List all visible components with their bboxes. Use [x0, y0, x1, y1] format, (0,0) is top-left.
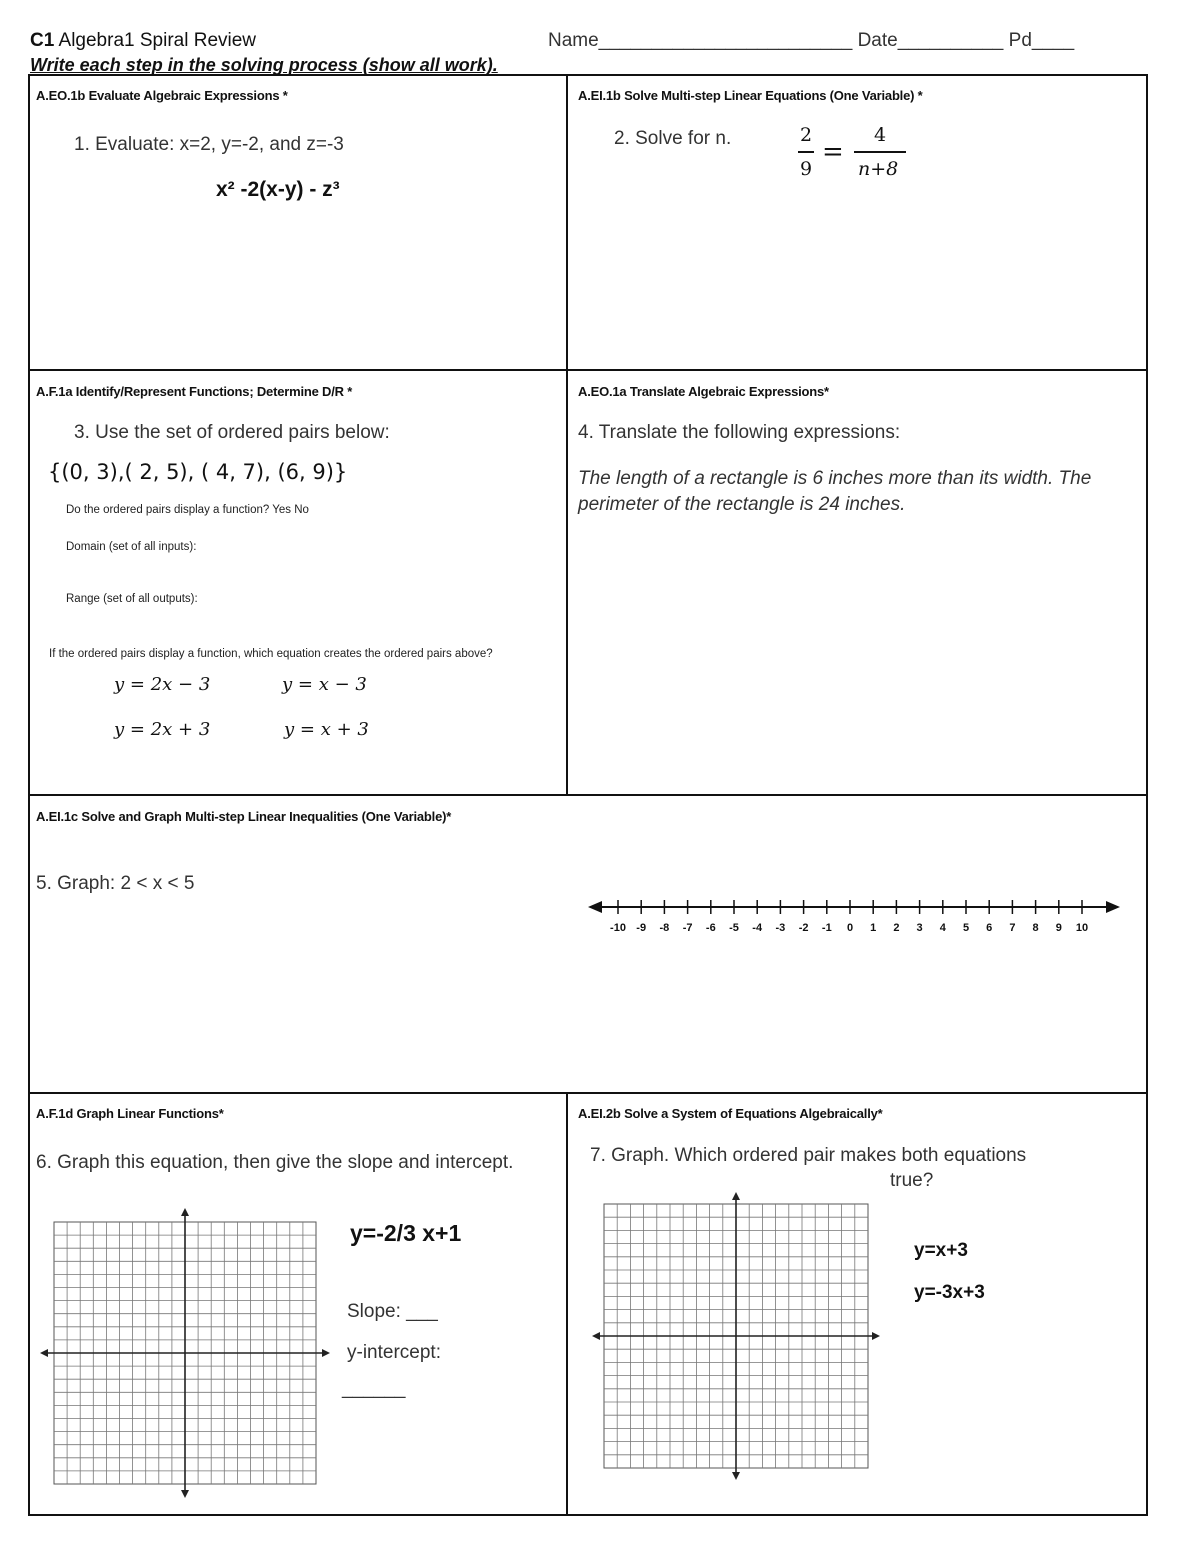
x-axis-left-arrow-icon	[40, 1349, 48, 1357]
q3-equation-question: If the ordered pairs display a function, which equation creates the ordered pairs above?	[49, 648, 493, 660]
x-axis-right-arrow-icon	[322, 1349, 330, 1357]
q6-intercept-blank: ______	[342, 1378, 406, 1399]
tick-label: 5	[962, 922, 970, 934]
q6-prompt: 6. Graph this equation, then give the slope and intercept.	[36, 1152, 514, 1173]
q4-standard: A.EO.1a Translate Algebraic Expressions*	[578, 384, 829, 399]
right-arrow-icon	[1106, 901, 1120, 913]
worksheet-title	[30, 30, 256, 52]
q1-expression: x² -2(x-y) - z³	[216, 178, 340, 201]
q1-standard: A.EO.1b Evaluate Algebraic Expressions *	[36, 88, 288, 103]
divider-h2	[28, 794, 1148, 796]
tick-label: 7	[1009, 922, 1016, 934]
q6-equation: y=-2/3 x+1	[350, 1220, 462, 1246]
q6-standard: A.F.1d Graph Linear Functions*	[36, 1106, 224, 1121]
tick-label: -10	[610, 922, 626, 934]
left-arrow-icon	[588, 901, 602, 913]
q4-text-line1: The length of a rectangle is 6 inches more than its width. The	[578, 468, 1092, 489]
q4-text-line2: perimeter of the rectangle is 24 inches.	[578, 494, 906, 515]
q7-prompt-line2: true?	[890, 1170, 934, 1191]
y-axis-up-arrow-icon	[181, 1208, 189, 1216]
q2-standard: A.EI.1b Solve Multi-step Linear Equations (One Variable) *	[578, 88, 923, 103]
x-axis-right-arrow-icon	[872, 1332, 880, 1340]
divider-row4	[566, 1092, 568, 1516]
course-title: Algebra1 Spiral Review	[54, 30, 257, 51]
q3-option-b: y = x − 3	[282, 674, 367, 695]
tick-label: 2	[893, 922, 900, 934]
q2-left-fraction-bar	[798, 151, 814, 153]
tick-label: 1	[870, 922, 877, 934]
tick-label: -7	[682, 922, 693, 934]
tick-label: 9	[1055, 922, 1062, 934]
q7-coordinate-grid	[592, 1192, 882, 1482]
y-axis-up-arrow-icon	[732, 1192, 740, 1200]
q6-coordinate-grid	[40, 1208, 332, 1498]
q4-prompt: 4. Translate the following expressions:	[578, 422, 901, 443]
q3-function-question: Do the ordered pairs display a function? Yes No	[66, 504, 309, 516]
q6-slope-label: Slope: ___	[347, 1301, 438, 1322]
q2-right-fraction-bar	[854, 151, 906, 153]
q7-equation-2: y=-3x+3	[914, 1282, 985, 1303]
tick-label: -5	[729, 922, 739, 934]
tick-label: -6	[705, 922, 716, 934]
tick-label: -9	[636, 922, 647, 934]
q5-number-line	[586, 893, 1126, 943]
q7-standard: A.EI.2b Solve a System of Equations Algebraically*	[578, 1106, 883, 1121]
tick-label: 4	[939, 922, 946, 934]
q3-prompt: 3. Use the set of ordered pairs below:	[74, 422, 390, 443]
name-date-period-line: Name________________________ Date__________ Pd____	[548, 30, 1075, 51]
q2-left-denominator: 9	[800, 158, 813, 180]
q3-standard: A.F.1a Identify/Represent Functions; Determine D/R *	[36, 384, 353, 399]
q3-option-c: y = 2x + 3	[114, 719, 211, 740]
tick-label: 8	[1032, 922, 1039, 934]
tick-label: -8	[659, 922, 670, 934]
q2-right-denominator: n+8	[858, 158, 899, 180]
tick-label: 6	[986, 922, 993, 934]
divider-row1	[566, 74, 568, 796]
q3-option-d: y = x + 3	[284, 719, 369, 740]
tick-label: -2	[798, 922, 809, 934]
instructions: Write each step in the solving process (show all work).	[30, 55, 498, 75]
divider-h1	[28, 369, 1148, 371]
q7-prompt-line1: 7. Graph. Which ordered pair makes both equations	[590, 1145, 1027, 1166]
divider-h3	[28, 1092, 1148, 1094]
q7-equation-1: y=x+3	[914, 1240, 968, 1261]
q5-standard: A.EI.1c Solve and Graph Multi-step Linear Inequalities (One Variable)*	[36, 809, 452, 824]
q2-left-numerator: 2	[800, 124, 813, 146]
tick-label: 0	[846, 922, 854, 934]
q2-right-numerator: 4	[874, 124, 887, 146]
y-axis-down-arrow-icon	[181, 1490, 189, 1498]
tick-label: -3	[775, 922, 786, 934]
course-code: C1	[30, 30, 55, 51]
tick-label: -1	[821, 922, 832, 934]
q3-range-label: Range (set of all outputs):	[66, 593, 198, 605]
q6-intercept-label: y-intercept:	[347, 1342, 441, 1363]
tick-label: -4	[752, 922, 763, 934]
q2-equals: =	[822, 137, 844, 167]
x-axis-left-arrow-icon	[592, 1332, 600, 1340]
q1-prompt: 1. Evaluate: x=2, y=-2, and z=-3	[74, 134, 344, 155]
tick-label: 10	[1075, 922, 1089, 934]
q3-ordered-pairs: {(0, 3),( 2, 5), ( 4, 7), (6, 9)}	[48, 460, 348, 484]
q2-prompt: 2. Solve for n.	[614, 128, 732, 149]
y-axis-down-arrow-icon	[732, 1472, 740, 1480]
q5-prompt: 5. Graph: 2 < x < 5	[36, 873, 195, 894]
tick-label: 3	[916, 922, 923, 934]
q3-option-a: y = 2x − 3	[114, 674, 211, 695]
q3-domain-label: Domain (set of all inputs):	[66, 541, 197, 553]
